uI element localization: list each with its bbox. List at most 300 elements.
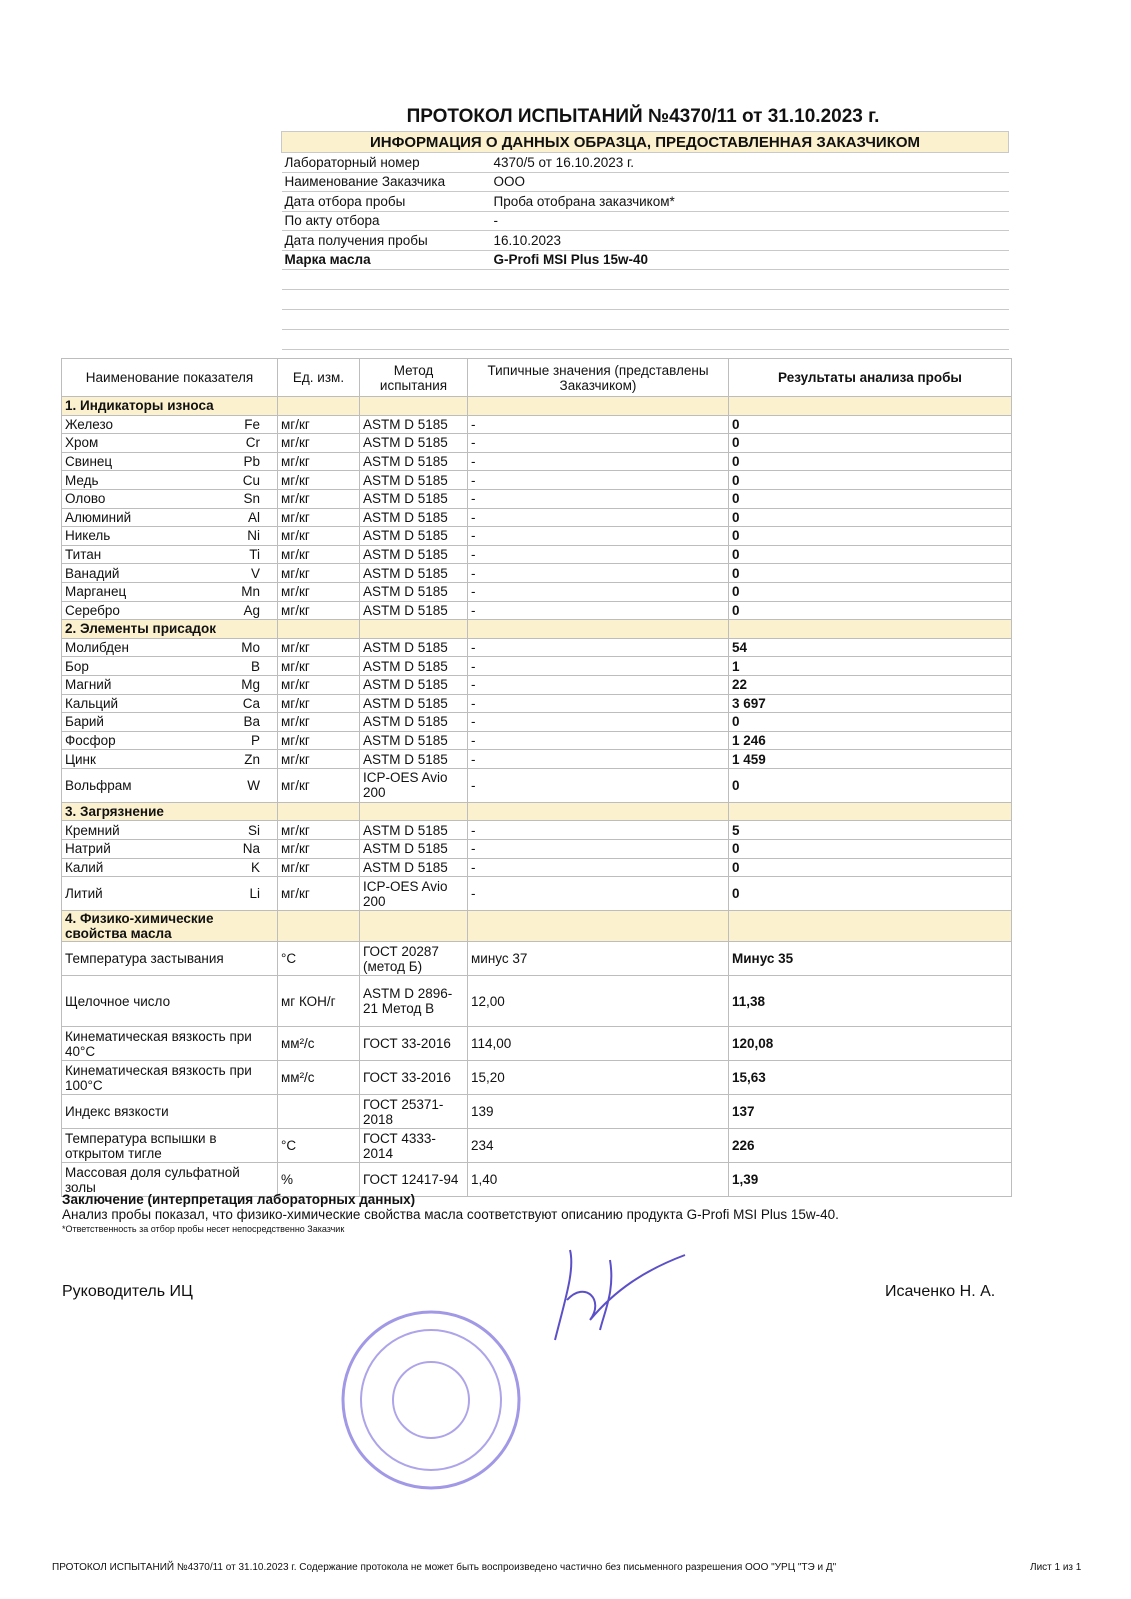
table-row — [62, 545, 1012, 564]
page-number: Лист 1 из 1 — [1030, 1562, 1082, 1573]
indicator-wrap — [65, 860, 274, 875]
empty-cell — [729, 397, 1012, 416]
indicator-cell — [62, 471, 278, 490]
indicator-cell — [62, 564, 278, 583]
indicator-wrap — [65, 640, 274, 655]
method-cell: ASTM D 5185 — [360, 657, 468, 676]
column-header: Ед. изм. — [278, 359, 360, 397]
typical-value-cell: 139 — [468, 1095, 729, 1129]
result-cell: 0 — [729, 582, 1012, 601]
indicator-name: Щелочное число — [65, 993, 171, 1009]
element-symbol: Fe — [244, 416, 260, 432]
typical-value-cell: - — [468, 471, 729, 490]
result-cell: 0 — [729, 564, 1012, 583]
method-cell: ICP-OES Avio 200 — [360, 877, 468, 911]
element-symbol: Mo — [241, 640, 260, 656]
unit-cell: мг/кг — [278, 694, 360, 713]
sample-info-table — [281, 131, 1009, 350]
table-row — [62, 976, 1012, 1027]
indicator-name: Барий — [65, 714, 104, 730]
table-row — [62, 582, 1012, 601]
empty-cell — [282, 270, 491, 290]
sample-info-row — [282, 231, 1009, 251]
empty-cell — [729, 911, 1012, 942]
sample-info-empty-row — [282, 310, 1009, 330]
indicator-name: Вольфрам — [65, 777, 132, 793]
sample-info-header-row — [282, 132, 1009, 153]
indicator-wrap — [65, 566, 274, 581]
table-row — [62, 638, 1012, 657]
unit-cell: мг/кг — [278, 877, 360, 911]
indicator-wrap — [65, 584, 274, 599]
element-symbol: Li — [249, 886, 260, 902]
sample-info-value: 4370/5 от 16.10.2023 г. — [491, 153, 1009, 173]
sample-info-empty-row — [282, 290, 1009, 310]
unit-cell: мг/кг — [278, 415, 360, 434]
result-cell: 0 — [729, 840, 1012, 859]
indicator-cell — [62, 545, 278, 564]
sample-info-key: По акту отбора — [282, 211, 491, 231]
table-row — [62, 657, 1012, 676]
indicator-name: Цинк — [65, 751, 96, 767]
sample-info-row — [282, 211, 1009, 231]
indicator-wrap — [65, 951, 274, 966]
indicator-wrap — [65, 603, 274, 618]
method-cell: ASTM D 5185 — [360, 750, 468, 769]
indicator-wrap — [65, 1029, 274, 1059]
element-symbol: Pb — [243, 454, 260, 470]
unit-cell: мм²/с — [278, 1027, 360, 1061]
element-symbol: Zn — [244, 751, 260, 767]
empty-cell — [468, 397, 729, 416]
indicator-cell — [62, 582, 278, 601]
typical-value-cell: - — [468, 415, 729, 434]
indicator-wrap — [65, 1131, 274, 1161]
indicator-name: Температура застывания — [65, 951, 224, 967]
result-cell: 15,63 — [729, 1061, 1012, 1095]
indicator-cell — [62, 1027, 278, 1061]
indicator-name: Серебро — [65, 602, 120, 618]
column-header: Метод испытания — [360, 359, 468, 397]
method-cell: ASTM D 5185 — [360, 694, 468, 713]
indicator-name: Магний — [65, 677, 112, 693]
sample-info-empty-row — [282, 330, 1009, 350]
empty-cell — [729, 620, 1012, 639]
empty-cell — [491, 290, 1009, 310]
indicator-wrap — [65, 528, 274, 543]
signatory-name: Исаченко Н. А. — [885, 1283, 996, 1300]
method-cell: ASTM D 5185 — [360, 545, 468, 564]
indicator-cell — [62, 434, 278, 453]
table-row — [62, 1061, 1012, 1095]
unit-cell: мг/кг — [278, 638, 360, 657]
table-row — [62, 508, 1012, 527]
typical-value-cell: - — [468, 858, 729, 877]
indicator-wrap — [65, 659, 274, 674]
result-cell: 5 — [729, 821, 1012, 840]
conclusion — [62, 1192, 839, 1234]
section-title: 1. Индикаторы износа — [62, 397, 278, 416]
unit-cell: мг/кг — [278, 452, 360, 471]
typical-value-cell: - — [468, 750, 729, 769]
column-header: Наименование показателя — [62, 359, 278, 397]
table-row — [62, 527, 1012, 546]
section-row — [62, 802, 1012, 821]
page-footer: ПРОТОКОЛ ИСПЫТАНИЙ №4370/11 от 31.10.2023 г. Содержание протокола не может быть воспроизведено частично без письменного разрешения ООО "УРЦ "ТЭ и Д" — [52, 1562, 837, 1573]
indicator-cell — [62, 821, 278, 840]
result-cell: 11,38 — [729, 976, 1012, 1027]
indicator-wrap — [65, 1165, 274, 1195]
method-cell: ASTM D 5185 — [360, 858, 468, 877]
result-cell: 54 — [729, 638, 1012, 657]
typical-value-cell: - — [468, 434, 729, 453]
element-symbol — [260, 951, 274, 966]
element-symbol: Ca — [242, 695, 260, 711]
element-symbol: Na — [242, 841, 260, 857]
sample-info-key: Наименование Заказчика — [282, 172, 491, 192]
indicator-name: Железо — [65, 416, 113, 432]
indicator-wrap — [65, 823, 274, 838]
result-cell: 0 — [729, 434, 1012, 453]
indicator-wrap — [65, 510, 274, 525]
indicator-wrap — [65, 454, 274, 469]
typical-value-cell: - — [468, 564, 729, 583]
indicator-wrap — [65, 547, 274, 562]
element-symbol — [260, 994, 274, 1009]
indicator-cell — [62, 768, 278, 802]
indicator-name: Алюминий — [65, 509, 132, 525]
unit-cell: мг/кг — [278, 582, 360, 601]
typical-value-cell: - — [468, 768, 729, 802]
table-row — [62, 675, 1012, 694]
method-cell: ASTM D 5185 — [360, 508, 468, 527]
empty-cell — [360, 802, 468, 821]
element-symbol — [260, 1029, 274, 1059]
indicator-wrap — [65, 841, 274, 856]
method-cell: ГОСТ 33-2016 — [360, 1061, 468, 1095]
unit-cell: °С — [278, 1129, 360, 1163]
indicator-name: Никель — [65, 528, 111, 544]
section-title: 3. Загрязнение — [62, 802, 278, 821]
results-header-row — [62, 359, 1012, 397]
empty-cell — [468, 911, 729, 942]
method-cell: ICP-OES Avio 200 — [360, 768, 468, 802]
empty-cell — [278, 911, 360, 942]
unit-cell — [278, 1095, 360, 1129]
document-title: ПРОТОКОЛ ИСПЫТАНИЙ №4370/11 от 31.10.2023 г. — [406, 106, 880, 127]
signatory-title: Руководитель ИЦ — [62, 1283, 193, 1300]
empty-cell — [278, 397, 360, 416]
table-row — [62, 840, 1012, 859]
section-row — [62, 397, 1012, 416]
indicator-wrap — [65, 714, 274, 729]
result-cell: 1 459 — [729, 750, 1012, 769]
typical-value-cell: - — [468, 821, 729, 840]
indicator-name: Массовая доля сульфатной золы — [65, 1164, 240, 1195]
sample-info-key: Марка масла — [282, 250, 491, 270]
unit-cell: мг/кг — [278, 471, 360, 490]
element-symbol: Ag — [243, 602, 260, 618]
element-symbol — [260, 1104, 274, 1119]
method-cell: ГОСТ 20287 (метод Б) — [360, 942, 468, 976]
typical-value-cell: - — [468, 713, 729, 732]
unit-cell: мг/кг — [278, 768, 360, 802]
indicator-name: Медь — [65, 472, 99, 488]
indicator-name: Бор — [65, 658, 89, 674]
table-row — [62, 858, 1012, 877]
sample-info-value: Проба отобрана заказчиком* — [491, 192, 1009, 212]
element-symbol: W — [247, 777, 260, 793]
table-row — [62, 471, 1012, 490]
result-cell: 0 — [729, 601, 1012, 620]
indicator-cell — [62, 1129, 278, 1163]
indicator-wrap — [65, 435, 274, 450]
unit-cell: мг/кг — [278, 840, 360, 859]
sample-info-key: Дата получения пробы — [282, 231, 491, 251]
section-row — [62, 911, 1012, 942]
typical-value-cell: 234 — [468, 1129, 729, 1163]
indicator-cell — [62, 942, 278, 976]
method-cell: ASTM D 5185 — [360, 601, 468, 620]
result-cell: 1,39 — [729, 1163, 1012, 1197]
typical-value-cell: - — [468, 694, 729, 713]
typical-value-cell: - — [468, 638, 729, 657]
table-row — [62, 564, 1012, 583]
table-row — [62, 452, 1012, 471]
element-symbol: Cr — [245, 435, 260, 451]
table-row — [62, 942, 1012, 976]
indicator-name: Калий — [65, 859, 104, 875]
method-cell: ASTM D 5185 — [360, 713, 468, 732]
typical-value-cell: минус 37 — [468, 942, 729, 976]
indicator-name: Натрий — [65, 841, 111, 857]
responsibility-note: *Ответственность за отбор пробы несет непосредственно Заказчик — [62, 1224, 345, 1234]
table-row — [62, 434, 1012, 453]
sample-info-key: Дата отбора пробы — [282, 192, 491, 212]
indicator-wrap — [65, 1063, 274, 1093]
element-symbol: Sn — [243, 491, 260, 507]
table-row — [62, 694, 1012, 713]
unit-cell: мг/кг — [278, 508, 360, 527]
unit-cell: мг/кг — [278, 821, 360, 840]
result-cell: 226 — [729, 1129, 1012, 1163]
empty-cell — [468, 802, 729, 821]
typical-value-cell: - — [468, 452, 729, 471]
method-cell: ASTM D 5185 — [360, 434, 468, 453]
results-table — [61, 358, 1012, 1197]
indicator-cell — [62, 657, 278, 676]
unit-cell: мг/кг — [278, 545, 360, 564]
result-cell: 0 — [729, 452, 1012, 471]
method-cell: ASTM D 5185 — [360, 564, 468, 583]
unit-cell: мг/кг — [278, 657, 360, 676]
table-row — [62, 601, 1012, 620]
result-cell: 0 — [729, 877, 1012, 911]
indicator-cell — [62, 840, 278, 859]
column-header: Результаты анализа пробы — [729, 359, 1012, 397]
table-row — [62, 821, 1012, 840]
result-cell: 137 — [729, 1095, 1012, 1129]
result-cell: 0 — [729, 545, 1012, 564]
empty-cell — [360, 397, 468, 416]
method-cell: ASTM D 5185 — [360, 471, 468, 490]
empty-cell — [278, 802, 360, 821]
table-row — [62, 415, 1012, 434]
method-cell: ГОСТ 12417-94 — [360, 1163, 468, 1197]
result-cell: 0 — [729, 508, 1012, 527]
table-row — [62, 1129, 1012, 1163]
unit-cell: мг/кг — [278, 858, 360, 877]
indicator-wrap — [65, 696, 274, 711]
result-cell: 0 — [729, 713, 1012, 732]
indicator-cell — [62, 713, 278, 732]
round-stamp-icon — [336, 1305, 526, 1495]
empty-cell — [360, 911, 468, 942]
table-row — [62, 750, 1012, 769]
result-cell: 1 — [729, 657, 1012, 676]
indicator-wrap — [65, 1104, 274, 1119]
indicator-cell — [62, 601, 278, 620]
indicator-name: Индекс вязкости — [65, 1104, 169, 1120]
indicator-name: Свинец — [65, 454, 113, 470]
element-symbol: Ni — [247, 528, 260, 544]
indicator-name: Хром — [65, 435, 99, 451]
result-cell: 120,08 — [729, 1027, 1012, 1061]
typical-value-cell: - — [468, 508, 729, 527]
result-cell: 1 246 — [729, 731, 1012, 750]
method-cell: ASTM D 5185 — [360, 731, 468, 750]
indicator-name: Фосфор — [65, 732, 116, 748]
empty-cell — [491, 270, 1009, 290]
indicator-wrap — [65, 886, 274, 901]
empty-cell — [282, 310, 491, 330]
unit-cell: % — [278, 1163, 360, 1197]
element-symbol: Mn — [241, 584, 260, 600]
section-row — [62, 620, 1012, 639]
element-symbol — [260, 1131, 274, 1161]
indicator-name: Литий — [65, 886, 103, 902]
indicator-wrap — [65, 417, 274, 432]
sample-info-row — [282, 192, 1009, 212]
indicator-cell — [62, 638, 278, 657]
sample-info-value: G-Profi MSI Plus 15w-40 — [491, 250, 1009, 270]
method-cell: ASTM D 5185 — [360, 638, 468, 657]
typical-value-cell: - — [468, 489, 729, 508]
indicator-wrap — [65, 677, 274, 692]
indicator-cell — [62, 1095, 278, 1129]
unit-cell: мг/кг — [278, 489, 360, 508]
method-cell: ASTM D 5185 — [360, 840, 468, 859]
table-row — [62, 768, 1012, 802]
sample-info-key: Лабораторный номер — [282, 153, 491, 173]
typical-value-cell: - — [468, 582, 729, 601]
sample-info-empty-row — [282, 270, 1009, 290]
unit-cell: мг/кг — [278, 713, 360, 732]
indicator-name: Ванадий — [65, 565, 120, 581]
method-cell: ASTM D 5185 — [360, 821, 468, 840]
result-cell: 0 — [729, 527, 1012, 546]
indicator-cell — [62, 731, 278, 750]
sample-info-header: ИНФОРМАЦИЯ О ДАННЫХ ОБРАЗЦА, ПРЕДОСТАВЛЕННАЯ ЗАКАЗЧИКОМ — [282, 132, 1009, 153]
sample-info-value: - — [491, 211, 1009, 231]
element-symbol — [260, 1165, 274, 1195]
indicator-cell — [62, 489, 278, 508]
empty-cell — [729, 802, 1012, 821]
sample-info-value: 16.10.2023 — [491, 231, 1009, 251]
typical-value-cell: - — [468, 527, 729, 546]
conclusion-heading: Заключение (интерпретация лабораторных данных) — [62, 1192, 416, 1207]
typical-value-cell: - — [468, 545, 729, 564]
result-cell: 3 697 — [729, 694, 1012, 713]
sample-info-row — [282, 250, 1009, 270]
unit-cell: мг/кг — [278, 731, 360, 750]
result-cell: Минус 35 — [729, 942, 1012, 976]
element-symbol: Ti — [249, 547, 260, 563]
typical-value-cell: - — [468, 601, 729, 620]
table-row — [62, 877, 1012, 911]
element-symbol: Ba — [243, 714, 260, 730]
empty-cell — [468, 620, 729, 639]
indicator-cell — [62, 1061, 278, 1095]
typical-value-cell: - — [468, 657, 729, 676]
empty-cell — [491, 330, 1009, 350]
unit-cell: мг/кг — [278, 601, 360, 620]
sample-info-row — [282, 172, 1009, 192]
indicator-cell — [62, 508, 278, 527]
indicator-name: Температура вспышки в открытом тигле — [65, 1130, 217, 1161]
method-cell: ASTM D 5185 — [360, 415, 468, 434]
method-cell: ГОСТ 33-2016 — [360, 1027, 468, 1061]
section-title: 2. Элементы присадок — [62, 620, 278, 639]
unit-cell: мг/кг — [278, 564, 360, 583]
empty-cell — [278, 620, 360, 639]
sample-info-row — [282, 153, 1009, 173]
table-row — [62, 1027, 1012, 1061]
element-symbol: V — [250, 565, 260, 581]
unit-cell: мм²/с — [278, 1061, 360, 1095]
indicator-wrap — [65, 473, 274, 488]
method-cell: ГОСТ 25371-2018 — [360, 1095, 468, 1129]
section-title: 4. Физико-химические свойства масла — [62, 911, 278, 942]
column-header: Типичные значения (представлены Заказчиком) — [468, 359, 729, 397]
typical-value-cell: 12,00 — [468, 976, 729, 1027]
indicator-name: Марганец — [65, 584, 127, 600]
indicator-wrap — [65, 778, 274, 793]
method-cell: ASTM D 5185 — [360, 582, 468, 601]
element-symbol: B — [250, 658, 260, 674]
result-cell: 0 — [729, 471, 1012, 490]
element-symbol: P — [250, 732, 260, 748]
handwritten-signature — [545, 1240, 695, 1350]
unit-cell: мг/кг — [278, 675, 360, 694]
empty-cell — [360, 620, 468, 639]
method-cell: ASTM D 5185 — [360, 675, 468, 694]
method-cell: ASTM D 5185 — [360, 527, 468, 546]
result-cell: 22 — [729, 675, 1012, 694]
typical-value-cell: - — [468, 675, 729, 694]
result-cell: 0 — [729, 768, 1012, 802]
element-symbol: Cu — [242, 472, 260, 488]
indicator-name: Кремний — [65, 822, 120, 838]
sample-info-value: ООО — [491, 172, 1009, 192]
result-cell: 0 — [729, 415, 1012, 434]
method-cell: ASTM D 5185 — [360, 452, 468, 471]
result-cell: 0 — [729, 489, 1012, 508]
indicator-cell — [62, 694, 278, 713]
indicator-name: Молибден — [65, 640, 129, 656]
empty-cell — [491, 310, 1009, 330]
indicator-name: Кальций — [65, 695, 119, 711]
